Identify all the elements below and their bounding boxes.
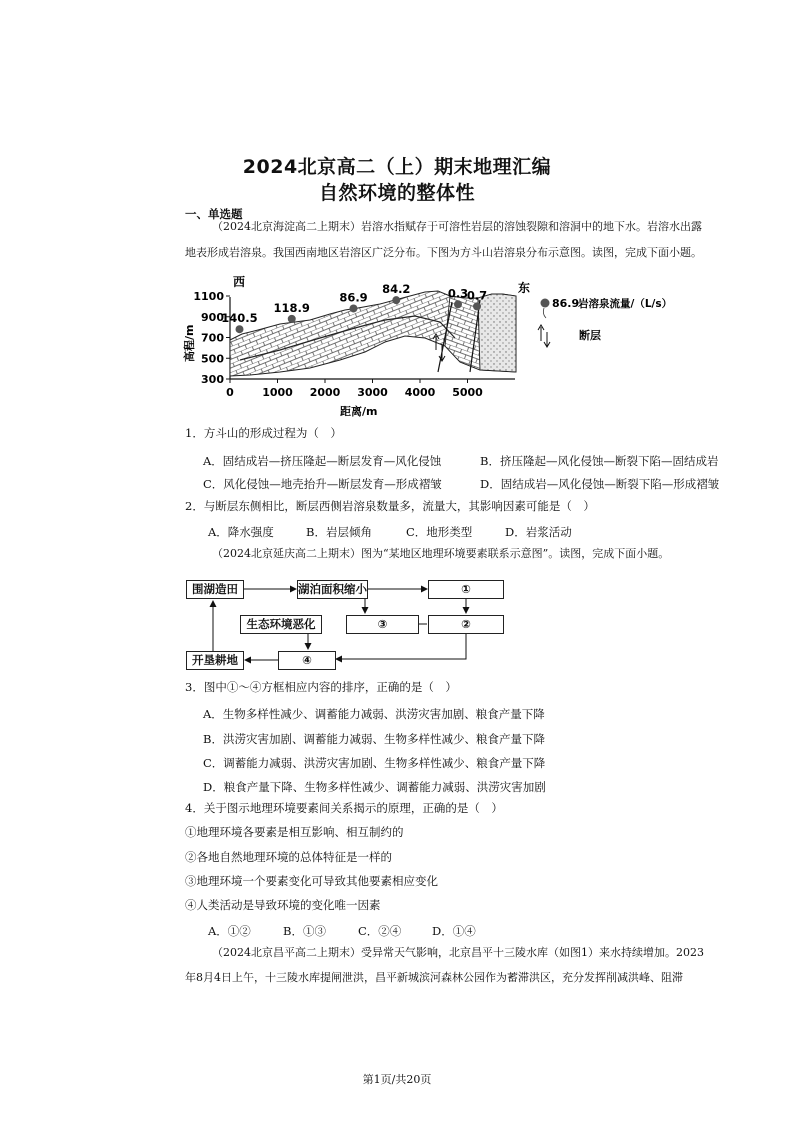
q2-option-d[interactable]: D．岩浆活动: [505, 525, 572, 539]
y-tick-label: 500: [201, 352, 224, 366]
karst-spring-profile-figure: [180, 272, 720, 422]
x-tick-label: 3000: [357, 386, 388, 399]
question-2-stem: 2．与断层东侧相比，断层西侧岩溶泉数量多，流量大，其影响因素可能是（ ）: [185, 499, 595, 513]
q1-option-d[interactable]: D．固结成岩—风化侵蚀—断裂下陷—形成褶皱: [480, 477, 720, 491]
intro-line: （2024北京延庆高二上期末）图为“某地区地理环境要素联系示意图”。读图，完成下面小题。: [212, 547, 670, 560]
q4-statement-1: ①地理环境各要素是相互影响、相互制约的: [185, 825, 404, 839]
q3-option-d[interactable]: D．粮食产量下降、生物多样性减少、调蓄能力减弱、洪涝灾害加剧: [203, 780, 546, 794]
q4-statement-3: ③地理环境一个要素变化可导致其他要素相应变化: [185, 874, 438, 888]
spring-flow-label: 0.7: [466, 288, 488, 303]
spring-flow-label: 140.5: [221, 311, 258, 326]
y-axis-title: 高程/m: [183, 324, 196, 362]
spring-flow-label: 118.9: [273, 300, 310, 315]
y-tick-label: 1100: [193, 290, 224, 303]
spring-point: [392, 296, 400, 304]
q4-option-c[interactable]: C．②④: [358, 924, 402, 938]
x-tick-label: 1000: [262, 386, 293, 399]
x-tick-label: 5000: [452, 386, 483, 399]
spring-point: [288, 315, 296, 323]
flow-box-weihu-zaotian: 围湖造田: [186, 580, 244, 599]
x-axis-title: 距离/m: [340, 405, 378, 418]
intro-line: （2024北京昌平高二上期末）受异常天气影响，北京昌平十三陵水库（如图1）来水持续增加。2023: [212, 946, 704, 959]
intro-line: 地表形成岩溶泉。我国西南地区岩溶区广泛分布。下图为方斗山岩溶泉分布示意图。读图，完成下面小题。: [185, 246, 702, 259]
x-tick-label: 2000: [309, 386, 341, 399]
page-subtitle: 自然环境的整体性: [318, 182, 475, 204]
x-tick-label: 0: [226, 386, 234, 399]
q4-option-a[interactable]: A．①②: [208, 924, 251, 938]
flow-box-1: ①: [428, 580, 504, 599]
q1-option-a[interactable]: A．固结成岩—挤压隆起—断层发育—风化侵蚀: [203, 454, 442, 468]
spring-flow-label: 0.3: [447, 286, 469, 301]
intro-line: （2024北京海淀高二上期末）岩溶水指赋存于可溶性岩层的溶蚀裂隙和溶洞中的地下水。岩溶水出露: [212, 220, 702, 233]
question-3-stem: 3．图中①～④方框相应内容的排序，正确的是（ ）: [185, 680, 457, 694]
q4-statement-4: ④人类活动是导致环境的变化唯一因素: [185, 898, 381, 912]
q1-option-c[interactable]: C．风化侵蚀—地壳抬升—断层发育—形成褶皱: [203, 477, 442, 491]
flow-box-2: ②: [428, 615, 504, 634]
q3-option-a[interactable]: A．生物多样性减少、调蓄能力减弱、洪涝灾害加剧、粮食产量下降: [203, 707, 545, 721]
q3-option-b[interactable]: B．洪涝灾害加剧、调蓄能力减弱、生物多样性减少、粮食产量下降: [203, 732, 545, 746]
fault-arrow-icon: [439, 344, 445, 361]
q1-option-b[interactable]: B．挤压隆起—风化侵蚀—断裂下陷—固结成岩: [480, 454, 719, 468]
q2-option-c[interactable]: C．地形类型: [406, 525, 473, 539]
spring-point: [473, 302, 481, 310]
q4-statement-2: ②各地自然地理环境的总体特征是一样的: [185, 850, 392, 864]
y-tick-label: 700: [201, 331, 224, 345]
y-tick-label: 900: [201, 310, 224, 324]
legend-spring-value: 86.9: [552, 297, 580, 310]
page-title: 2024北京高二（上）期末地理汇编: [242, 156, 552, 178]
flow-box-shengtai-ehua: 生态环境恶化: [240, 615, 322, 634]
flow-box-3: ③: [346, 615, 419, 634]
spring-point: [350, 304, 358, 312]
rock-strata-fractured: [478, 294, 516, 372]
q4-option-d[interactable]: D．①④: [432, 924, 476, 938]
legend-spring-label: 岩溶泉流量/（L/s）: [578, 298, 673, 310]
east-label: 东: [518, 281, 531, 295]
q4-option-b[interactable]: B．①③: [283, 924, 326, 938]
spring-flow-label: 86.9: [339, 290, 368, 305]
spring-point: [454, 300, 462, 308]
legend-spring-icon: [541, 299, 550, 308]
q2-option-a[interactable]: A．降水强度: [208, 525, 274, 539]
legend-fault-label: 断层: [579, 329, 601, 342]
section-heading: 一、单选题: [185, 207, 243, 221]
y-tick-label: 300: [201, 373, 224, 386]
question-4-stem: 4．关于图示地理环境要素间关系揭示的原理，正确的是（ ）: [185, 801, 503, 815]
west-label: 西: [233, 275, 246, 289]
question-1-stem: 1．方斗山的形成过程为（ ）: [185, 426, 342, 440]
page-number: 第1页/共20页: [362, 1073, 432, 1086]
intro-line: 年8月4日上午，十三陵水库提闸泄洪，昌平新城滨河森林公园作为蓄滞洪区，充分发挥削减洪峰、阻滞: [185, 971, 683, 984]
spring-flow-label: 84.2: [382, 282, 411, 297]
flow-box-kaiken-gengdi: 开垦耕地: [186, 651, 244, 670]
x-tick-label: 4000: [404, 386, 436, 399]
flow-box-4: ④: [278, 651, 336, 670]
legend-fault-icon: [538, 325, 544, 341]
q2-option-b[interactable]: B．岩层倾角: [306, 525, 372, 539]
flow-box-hubo-mianji: 湖泊面积缩小: [297, 580, 368, 599]
q3-option-c[interactable]: C．调蓄能力减弱、洪涝灾害加剧、生物多样性减少、粮食产量下降: [203, 756, 546, 770]
spring-point: [236, 325, 244, 333]
